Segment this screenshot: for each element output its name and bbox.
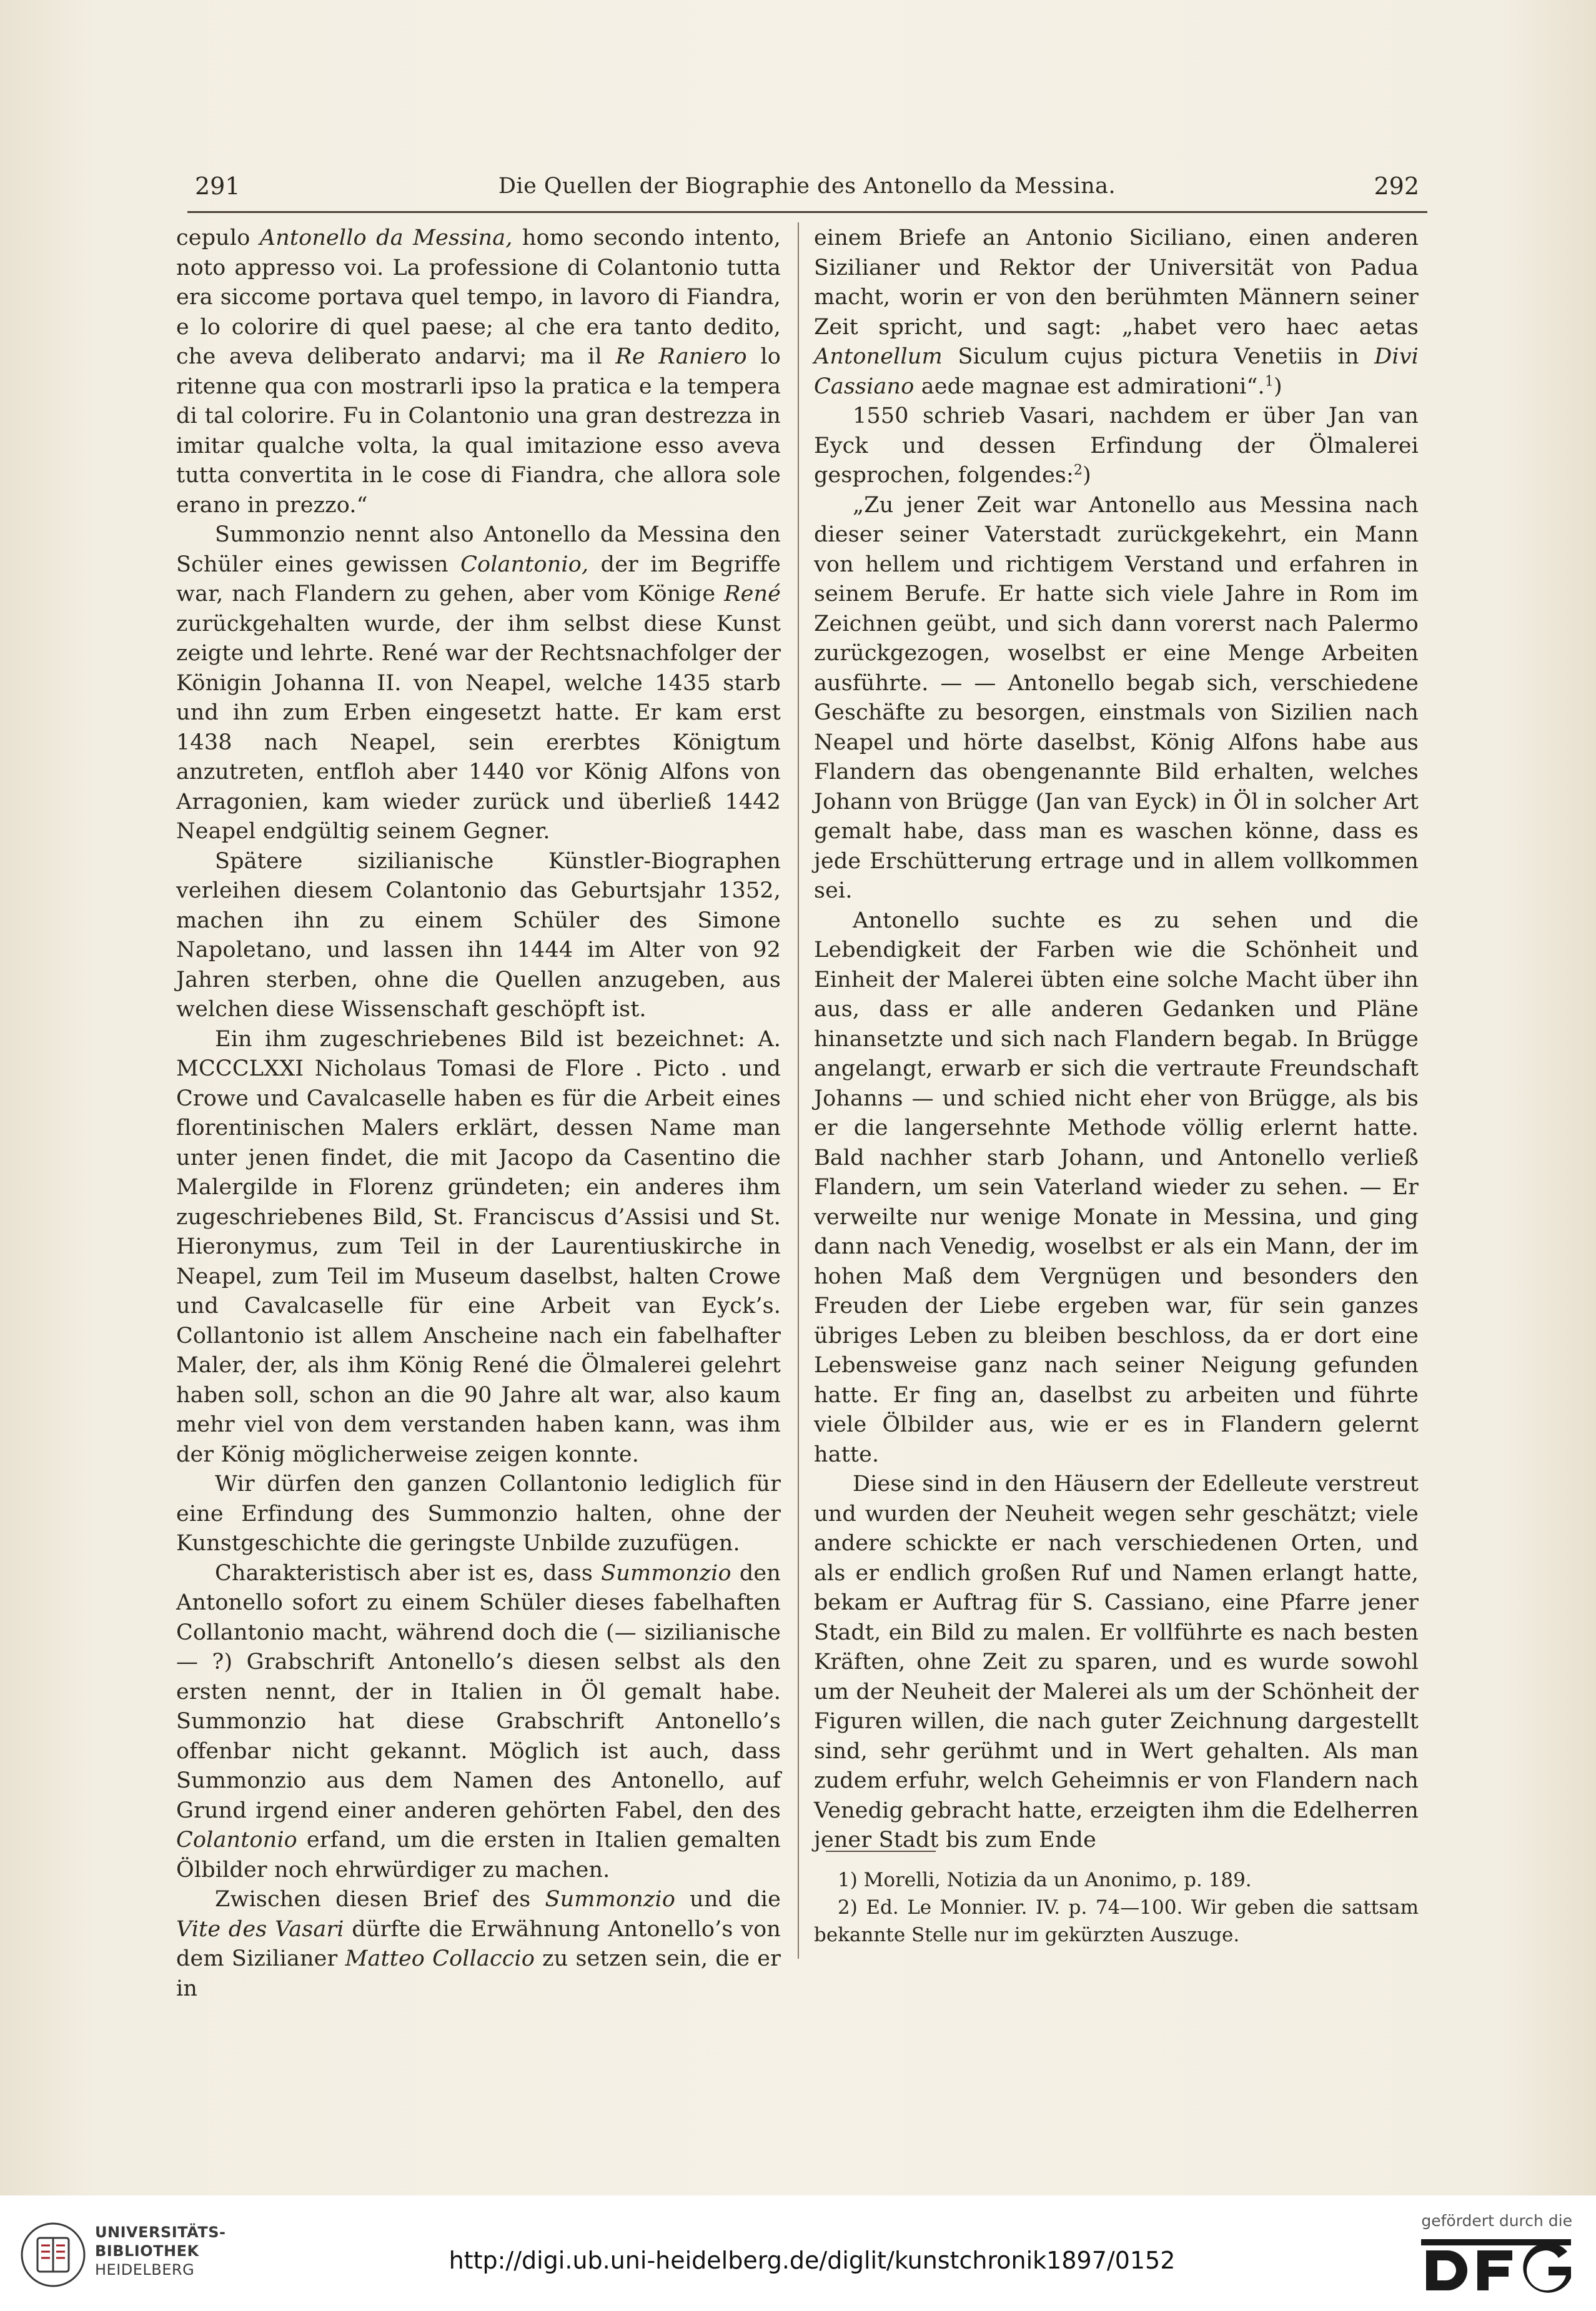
library-line-1: UNIVERSITÄTS- xyxy=(95,2224,226,2241)
library-name xyxy=(95,2223,226,2279)
footnote-1: 1) Morelli, Notizia da un Anonimo, p. 189. xyxy=(838,1869,1252,1891)
library-line-3: HEIDELBERG xyxy=(95,2261,195,2279)
text-run: 1550 schrieb Vasari, nachdem er über Jan van Eyck und dessen Erfindung der Ölmalerei gesprochen, folgendes: xyxy=(814,403,1419,488)
right-paragraph-3: „Zu jener Zeit war Antonello aus Messina nach dieser seiner Vaterstadt zurückgekehrt, ein Mann von hellem und richtigem Verstand und erfahren in seinem Berufe. Er hatte sich viele Jahre in Rom im Zeichnen geübt, und sich dann vorerst nach Palermo zurückgezogen, woselbst er eine Menge Arbeiten ausführte. — — Antonello begab sich, verschiedene Geschäfte zu besorgen, einstmals von Sizilien nach Neapel und hörte daselbst, König Alfons habe aus Flandern das obengenannte Bild erhalten, welches Johann von Brügge (Jan van Eyck) in Öl in solcher Art gemalt habe, dass man es waschen könne, dass es jede Erschütterung ertrage und in allem vollkommen sei. xyxy=(814,492,1419,903)
italic-run: Antonello da Messina, xyxy=(259,225,513,250)
italic-run: Matteo Collaccio xyxy=(345,1946,535,1971)
italic-run: Antonellum xyxy=(814,344,943,369)
text-run: Charakteristisch aber ist es, dass xyxy=(215,1560,602,1586)
left-paragraph-4: Ein ihm zugeschriebenes Bild ist bezeichnet: A. MCCCLXXI Nicholaus Tomasi de Flore . Picto . und Crowe und Cavalcaselle haben es für die Arbeit eines florentinischen Malers erklärt, dessen Name man unter jenen findet, die mit Jacopo da Casentino die Malergilde in Florenz gründeten; ein anderes ihm zugeschriebenes Bild, St. Franciscus d’Assisi und St. Hieronymus, zum Teil in der Laurentiuskirche in Neapel, zum Teil im Museum daselbst, halten Crowe und Cavalcaselle für eine Arbeit van Eyck’s. Collantonio ist allem Anscheine nach ein fabelhafter Maler, der, als ihm König René die Ölmalerei gelehrt haben soll, schon an die 90 Jahre alt war, also kaum mehr viel von dem verstanden haben kann, was ihm der König möglicherweise zeigen konnte. xyxy=(176,1026,781,1467)
footnotes xyxy=(814,1866,1419,1949)
italic-run: Colantonio xyxy=(176,1828,297,1853)
running-title: Die Quellen der Biographie des Antonello da Messina. xyxy=(498,174,1116,199)
right-paragraph-5: Diese sind in den Häusern der Edelleute verstreut und wurden der Neuheit wegen sehr geschätzt; viele andere schickte er nach verschiedenen Orten, und als er endlich großen Ruf und Namen erlangt hatte, bekam er Auftrag für S. Cassiano, eine Pfarre jener Stadt, ein Bild zu malen. Er vollführte es nach besten Kräften, ohne Zeit zu sparen, und es wurde sowohl um der Neuheit der Malerei als um der Schönheit der Figuren willen, die nach guter Zeichnung dargestellt sind, sehr gerühmt und in Wert gehalten. Als man zudem erfuhr, welch Geheimnis er von Flandern nach Venedig gebracht hatte, erzeigten ihm die Edelherren jener Stadt bis zum Ende xyxy=(814,1472,1419,1853)
footnote-2: 2) Ed. Le Monnier. IV. p. 74—100. Wir geben die sattsam bekannte Stelle nur im gekürzten Auszuge. xyxy=(814,1896,1419,1946)
text-run: Siculum cujus pictura Venetiis in xyxy=(942,344,1375,369)
text-run: dürfte die Erwähnung Antonello’s von dem Sizilianer xyxy=(176,1916,781,1971)
footnote-rule xyxy=(826,1851,936,1852)
text-run: und die xyxy=(675,1887,781,1912)
text-run: einem Briefe an Antonio Siciliano, einen anderen Sizilianer und Rektor der Universität von Padua macht, worin er von den berühmten Männern seiner Zeit spricht, und sagt: „habet vero haec aetas xyxy=(814,225,1419,340)
right-paragraph-2 xyxy=(814,402,1419,491)
text-run: lo ritenne qua con mostrarli ipso la pratica e la tempera di tal colorire. Fu in Colantonio una gran destrezza in imitar qualche volta, la qual imitazione esso aveva tutta convertita in le cose di Fiandra, che allora sole erano in prezzo.“ xyxy=(176,344,781,518)
running-head xyxy=(195,170,1419,207)
left-paragraph-6 xyxy=(176,1559,781,1886)
left-paragraph-5: Wir dürfen den ganzen Collantonio lediglich für eine Erfindung des Summonzio halten, ohne der Kunstgeschichte die geringste Unbilde zuzufügen. xyxy=(176,1472,781,1556)
header-rule xyxy=(187,211,1427,213)
left-paragraph-3: Spätere sizilianische Künstler-Biographen verleihen diesem Colantonio das Geburtsjahr 1352, machen ihn zu einem Schüler des Simone Napoletano, und lassen ihn 1444 im Alter von 92 Jahren sterben, ohne die Quellen anzugeben, aus welchen diese Wissenschaft geschöpft ist. xyxy=(176,848,781,1022)
university-seal-icon xyxy=(19,2220,87,2289)
left-paragraph-2 xyxy=(176,520,781,847)
footnote-ref-2: 2 xyxy=(1074,462,1083,478)
italic-run: Summonzio xyxy=(601,1560,731,1586)
italic-run: Colantonio, xyxy=(460,552,589,577)
library-line-2: BIBLIOTHEK xyxy=(95,2242,199,2260)
text-run: aede magnae est admirationi“. xyxy=(914,374,1265,399)
text-run: zu setzen sein, die er in xyxy=(176,1946,781,2001)
italic-run: René xyxy=(724,581,781,606)
italic-run: Summonzio xyxy=(545,1887,676,1912)
right-column xyxy=(814,224,1419,1856)
right-paragraph-1 xyxy=(814,224,1419,402)
text-run: Summonzio nennt also Antonello da Messina den Schüler eines gewissen xyxy=(176,522,781,577)
left-paragraph-1 xyxy=(176,224,781,520)
italic-run: Divi Cassiano xyxy=(814,344,1419,399)
text-run: erfand, um die ersten in Italien gemalten Ölbilder noch ehrwürdiger zu machen. xyxy=(176,1828,781,1883)
italic-run: Vite des Vasari xyxy=(176,1916,344,1942)
text-run: den Antonello sofort zu einem Schüler dieses fabelhaften Collantonio macht, während doch die (— sizilianische — ?) Grabschrift Antonello’s diesen selbst als den ersten nennt, der in Italien in Öl gemalt habe. Summonzio hat diese Grabschrift Antonello’s offenbar nicht gekannt. Möglich ist auch, dass Summonzio aus dem Namen des Antonello, auf Grund irgend einer anderen gehörten Fabel, den des xyxy=(176,1560,781,1823)
text-run: zurückgehalten wurde, der ihm selbst diese Kunst zeigte und lehrte. René war der Rechtsnachfolger der Königin Johanna II. von Neapel, welche 1435 starb und ihn zum Erben eingesetzt hatte. Er kam erst 1438 nach Neapel, sein ererbtes Königtum anzutreten, entfloh aber 1440 vor König Alfons von Arragonien, kam wieder zurück und überließ 1442 Neapel endgültig seinem Gegner. xyxy=(176,611,781,844)
permalink-url[interactable]: http://digi.ub.uni-heidelberg.de/diglit/kunstchronik1897/0152 xyxy=(449,2247,1176,2274)
funding-label: gefördert durch die xyxy=(1421,2212,1572,2230)
text-run: ) xyxy=(1273,374,1282,399)
left-column xyxy=(176,224,781,2004)
italic-run: Re Raniero xyxy=(615,344,747,369)
digitization-footer xyxy=(0,2195,1596,2311)
text-run: cepulo xyxy=(176,225,260,250)
text-run: ) xyxy=(1083,463,1091,488)
footnote-ref-1: 1 xyxy=(1264,373,1274,389)
column-divider xyxy=(798,222,799,1959)
right-paragraph-4: Antonello suchte es zu sehen und die Lebendigkeit der Farben wie die Schönheit und Einheit der Malerei übten eine solche Macht über ihn aus, dass er alle anderen Gedanken und Pläne hinansetzte und sich nach Flandern begab. In Brügge angelangt, erwarb er sich die vertraute Freundschaft Johanns — und schied nicht eher von Brügge, als bis er die langersehnte Methode völlig erlernt hatte. Bald nachher starb Johann, und Antonello verließ Flandern, um sein Vaterland wieder zu sehen. — Er verweilte nur wenige Monate in Messina, und ging dann nach Venedig, woselbst er als ein Mann, der im hohen Maß dem Vergnügen und besonders den Freuden der Liebe ergeben war, für sein ganzes übriges Leben zu bleiben beschloss, da er dort eine Lebensweise ganz nach seiner Neigung gefunden hatte. Er fing an, daselbst zu arbeiten und führte viele Ölbilder aus, wie er es in Flandern gelernt hatte. xyxy=(814,908,1419,1467)
left-paragraph-7 xyxy=(176,1885,781,2004)
page-number-left: 291 xyxy=(195,172,240,200)
dfg-logo-icon xyxy=(1421,2239,1571,2295)
text-run: Zwischen diesen Brief des xyxy=(215,1887,545,1912)
text-run: der im Begriffe war, nach Flandern zu gehen, aber vom Könige xyxy=(176,552,781,606)
page-number-right: 292 xyxy=(1374,172,1419,200)
text-run: homo secondo intento, noto appresso voi. La professione di Colantonio tutta era siccome portava quel tempo, in lavoro di Fiandra, e lo colorire di quel paese; al che era tanto dedito, che aveva deliberato andarvi; ma il xyxy=(176,225,781,369)
